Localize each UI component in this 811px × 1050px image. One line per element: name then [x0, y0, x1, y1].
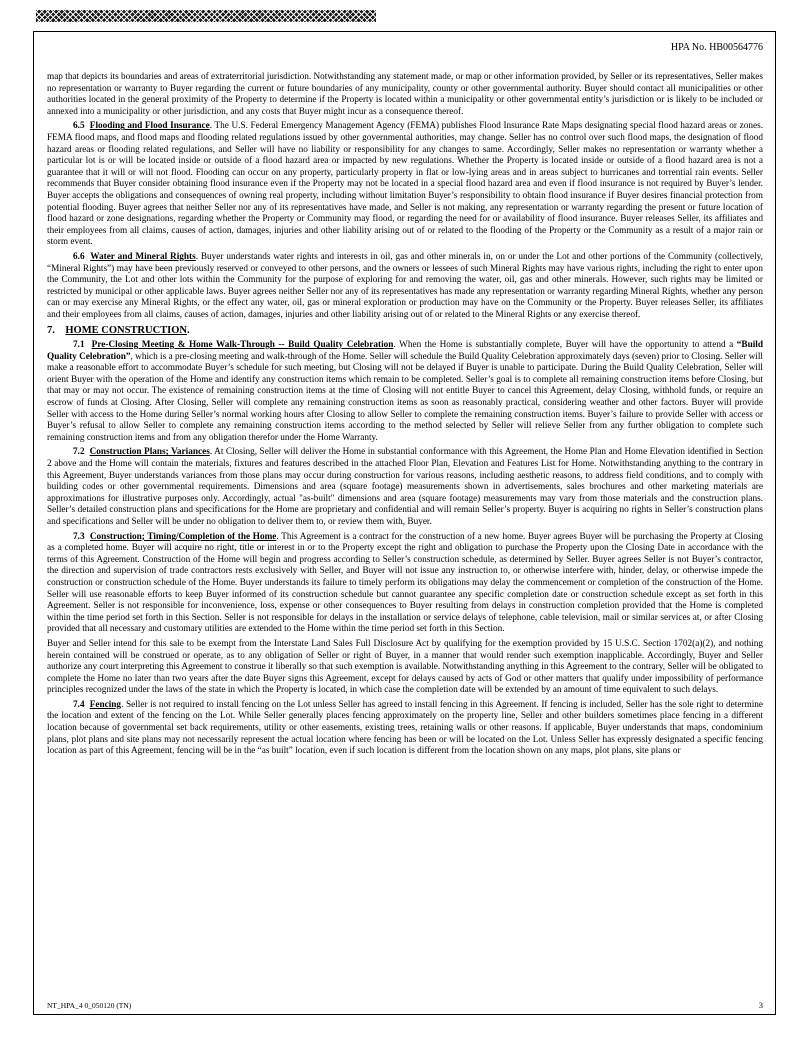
section-body: . The U.S. Federal Emergency Management Agency (FEMA) publishes Flood Insurance Rate Maps designating special flood hazard areas or zones. FEMA flood maps, and flood maps and flooding related regulations issued by other governmental authorities, may change. Seller has no control over such flood maps, the designation of flood hazard areas or flooding related regulations, and Seller will have no liability or responsibility for any changes to same. Accordingly, Seller makes no representation or warranty whether a particular lot is or will be located inside or outside of a flood hazard area or impacted by new regulations. Whether the Property is located inside or outside of a flood hazard area is not a guarantee that it will or will not flood. Flooding can occur on any property, particularly property in flat or low-lying areas and in areas subject to hurricanes and torrential rain events. Seller recommends that Buyer consider obtaining flood insurance even if the Property may not be located in a special flood hazard area and even if flood insurance is not required by Buyer’s lender. Buyer accepts the obligations and consequences of owning real property, including without limitation Buyer’s responsibility to obtain flood insurance if Buyer desires financial protection from potential flooding. Buyer agrees that neither Seller nor any of its representatives have made, and Seller is not making, any representation or warranty regarding the present or future location of flood hazard or zone designations, regarding whether the Property or Community may flood, or regarding the need for or availability of flood insurance. Buyer releases Seller, its affiliates and their employees from all claims, causes of action, damages, injuries and other liability arising out of or related to the flooding of the Property or the Community as a result of a major rain or storm event.	[47, 121, 764, 248]
section-title: HOME CONSTRUCTION	[65, 325, 188, 337]
section-number: 6.5	[73, 121, 85, 132]
section-body: . This Agreement is a contract for the construction of a new home. Buyer agrees Buyer will be purchasing the Property at Closing as a completed home. Buyer will acquire no right, title or interest in or to the Property except the right and obligation to purchase the Property upon the Closing Date in accordance with the terms of this Agreement. Construction of the Home will begin and progress according to Seller’s construction schedule, as determined by Seller. Buyer agrees Seller is not Buyer’s contractor, the direction and supervision of trade contractors rests exclusively with Seller, and Buyer will not issue any instruction to, or otherwise interfere with, hinder, delay, or otherwise impede the construction or construction schedule of the Home. Buyer understands its failure to timely perform its obligations may delay the commencement or completion of the construction of the Home. Seller will use reasonable efforts to keep Buyer informed of its construction schedule but cannot guarantee any specific completion date or construction schedule except as set forth in this Agreement. Seller is not responsible for inconvenience, loss, expense or other consequences to Buyer resulting from delays in construction completion provided that the Home is completed within the time period set forth in this Section. Seller is not responsible for delays in the installation or service delays of telephone, cable television, mail or similar services at, or after Closing provided that all necessary and customary utilities are extended to the Home within the time period set forth in this Section.	[47, 531, 764, 635]
section-body: , which is a pre-closing meeting and walk-through of the Home. Seller will schedule the Build Quality Celebration approximately days (seven) prior to Closing. Seller will make a reasonable effort to accommodate Buyer’s schedule for such meeting, but Closing will not be delayed if Buyer is unable to participate. During the Build Quality Celebration, Seller will orient Buyer with the operation of the Home and identify any construction items which remain to be completed. Seller’s goal is to complete all remaining construction items before Closing, but that may or may not occur. The existence of remaining construction items at the time of Closing will not entitle Buyer to cancel this Agreement, delay Closing, withhold funds, or require an escrow of funds at Closing. After Closing, Seller will complete any remaining construction items as soon as reasonably practical, considering weather and other factors. Buyer will provide Seller with access to the Home during Seller’s normal working hours after Closing to allow Seller to complete the remaining construction items. Buyer’s failure to provide Seller with access or Buyer’s refusal to allow Seller to complete any remaining construction items according to the method selected by Seller will relieve Seller from any further obligation to complete such remaining construction items and from any obligation therefor under the Home Warranty.	[47, 351, 763, 443]
section-body: . Seller is not required to install fencing on the Lot unless Seller has agreed to install fencing in this Agreement. If fencing is included, Seller has the sole right to determine the location and extent of the fencing on the Lot. While Seller generally places fencing approximately on the property line, Seller and other builders sometimes place fencing in a different location because of governmental set back requirements, utility or other easements, existing trees, retaining walls or other reasons. If applicable, Buyer understands that maps, condominium plans, plot plans and site plans may not necessarily represent the actual location where fencing has been or will be located on the Lot. Unless Seller has expressly designated a specific fencing location as part of this Agreement, fencing will be in the “as built” location, even if such location is different from the location shown on any maps, plot plans, site plans or	[47, 699, 763, 757]
section-number: 7.1	[73, 340, 85, 351]
redaction-bar	[36, 10, 376, 22]
section-number: 7.	[47, 325, 55, 337]
section-number: 7.4	[73, 699, 85, 710]
build-quality-celebration-term: “Build Quality Celebration”	[47, 340, 764, 362]
page-number: 3	[758, 1000, 763, 1010]
section-title: Construction; Timing/Completion of the Home	[89, 531, 277, 542]
section-number: 7.3	[73, 531, 85, 542]
section-7-3	[47, 532, 763, 636]
section-title: Construction Plans; Variances	[89, 447, 210, 458]
form-id: NT_HPA_4 0_050120 (TN)	[47, 1001, 132, 1010]
section-7-4	[47, 700, 763, 758]
section-number: 7.2	[73, 447, 85, 458]
section-6-5	[47, 121, 763, 249]
section-body: . Buyer understands water rights and interests in oil, gas and other minerals in, on or under the Lot and other portions of the Community (collectively, “Mineral Rights”) may have been previously reserved or conveyed to other persons, and the owners or lessees of such Mineral Rights may have various rights, including the right to enter upon the Community, the Lot and other lots within the Community for the purpose of exploring for and removing the water, oil, gas and other minerals. However, such rights may be limited or restricted by municipal or other applicable laws. Buyer agrees neither Seller nor any of its representatives has made any representation or warranty regarding Mineral Rights, whether any person can or may exercise any Mineral Rights, or the effect any water, oil, gas or mineral exploration or production may have on the Community or the Property. Buyer releases Seller, its affiliates and their employees from all claims, causes of action, damages, injuries and other liability arising out of or related to the Mineral Rights or any exercise thereof.	[47, 251, 763, 320]
section-number: 6.6	[73, 251, 85, 262]
section-title: Pre-Closing Meeting & Home Walk-Through -- Build Quality Celebration	[91, 340, 394, 351]
hpa-number: HPA No. HB00564776	[670, 42, 763, 53]
section-6-6	[47, 252, 763, 322]
section-title: Fencing	[89, 699, 122, 710]
section-title: Water and Mineral Rights	[90, 251, 196, 262]
section-7-2	[47, 447, 763, 528]
intro-paragraph: map that depicts its boundaries and areas of extraterritorial jurisdiction. Notwithstanding any statement made, or map or other information provided, by Seller or its representatives, Seller makes no representation or warranty to Buyer regarding the current or future boundaries of any municipality, county or other governmental authority. Buyer should contact all municipalities or other authorities located in the general proximity of the Property to determine if the Property is located within a municipality or other governmental entity’s jurisdiction or is likely to be included or annexed into a municipality or other jurisdiction, and any costs that Buyer might incur as a consequence thereof.	[47, 72, 763, 117]
page-frame	[33, 31, 776, 1015]
section-7-heading: 7. HOME CONSTRUCTION.	[47, 325, 190, 337]
document-body	[47, 72, 763, 761]
section-7-1: 7.1 Pre-Closing Meeting & Home Walk-Through -- Build Quality Celebration. When the Home is substantially complete, Buyer will have the opportunity to attend a “Build Quality Celebration”, which is a pre-closing meeting and walk-through of the Home. Seller will schedule the Build Quality Celebration approximately days (seven) prior to Closing. Seller will make a reasonable effort to accommodate Buyer’s schedule for such meeting, but Closing will not be delayed if Buyer is unable to participate. During the Build Quality Celebration, Seller will orient Buyer with the operation of the Home and identify any construction items which remain to be completed. Seller’s goal is to complete all remaining construction items before Closing, but that may or may not occur. The existence of remaining construction items at the time of Closing will not entitle Buyer to cancel this Agreement, delay Closing, withhold funds, or require an escrow of funds at Closing. After Closing, Seller will complete any remaining construction items as soon as reasonably practical, considering weather and other factors. Buyer will provide Seller with access to the Home during Seller’s normal working hours after Closing to allow Seller to complete the remaining construction items. Buyer’s failure to provide Seller with access or Buyer’s refusal to allow Seller to complete any remaining construction items according to the method selected by Seller will relieve Seller from any further obligation to complete such remaining construction items and from any obligation therefor under the Home Warranty.	[47, 340, 764, 443]
ilsa-paragraph: Buyer and Seller intend for this sale to be exempt from the Interstate Land Sales Full Disclosure Act by qualifying for the exemption provided by 15 U.S.C. Section 1702(a)(2), and nothing herein contained will be construed or operate, as to any obligation of Seller or right of Buyer, in a manner that would render such exemption inapplicable. Accordingly, Buyer and Seller authorize any court interpreting this Agreement to construe it liberally so that such exemption is available. Notwithstanding anything in this Agreement to the contrary, Seller will be obligated to complete the Home no later than two years after the date Buyer signs this Agreement, except for delays caused by acts of God or other matters that qualify under impossibility of performance principles recognized under the laws of the state in which the Property is located, in which case the completion date will be extended by an amount of time equivalent to such delays.	[47, 638, 763, 696]
section-body: . At Closing, Seller will deliver the Home in substantial conformance with this Agreement, the Home Plan and Home Elevation identified in Section 2 above and the Home will contain the materials, fixtures and features described in the attached Floor Plan, Elevation and Features List for Home. Notwithstanding anything to the contrary in this Agreement, Buyer understands variances from those plans may occur during construction for various reasons, including aesthetic reasons, to address field conditions, and to comply with building codes or other governmental requirements. Dimensions and area (square footage) measurements shown in advertisements, sales brochures and other marketing materials are approximations for illustrative purposes only. Accordingly, actual "as-built" dimensions and area (square footage) measurements may vary from those materials and the construction plans. Seller’s detailed construction plans and specifications for the Home are proprietary and confidential and will remain Seller’s property. Buyer is acquiring no rights in Seller’s construction plans and specifications and Seller will be under no obligation to deliver them to, or review them with, Buyer.	[47, 447, 764, 527]
section-title: Flooding and Flood Insurance	[89, 121, 210, 132]
